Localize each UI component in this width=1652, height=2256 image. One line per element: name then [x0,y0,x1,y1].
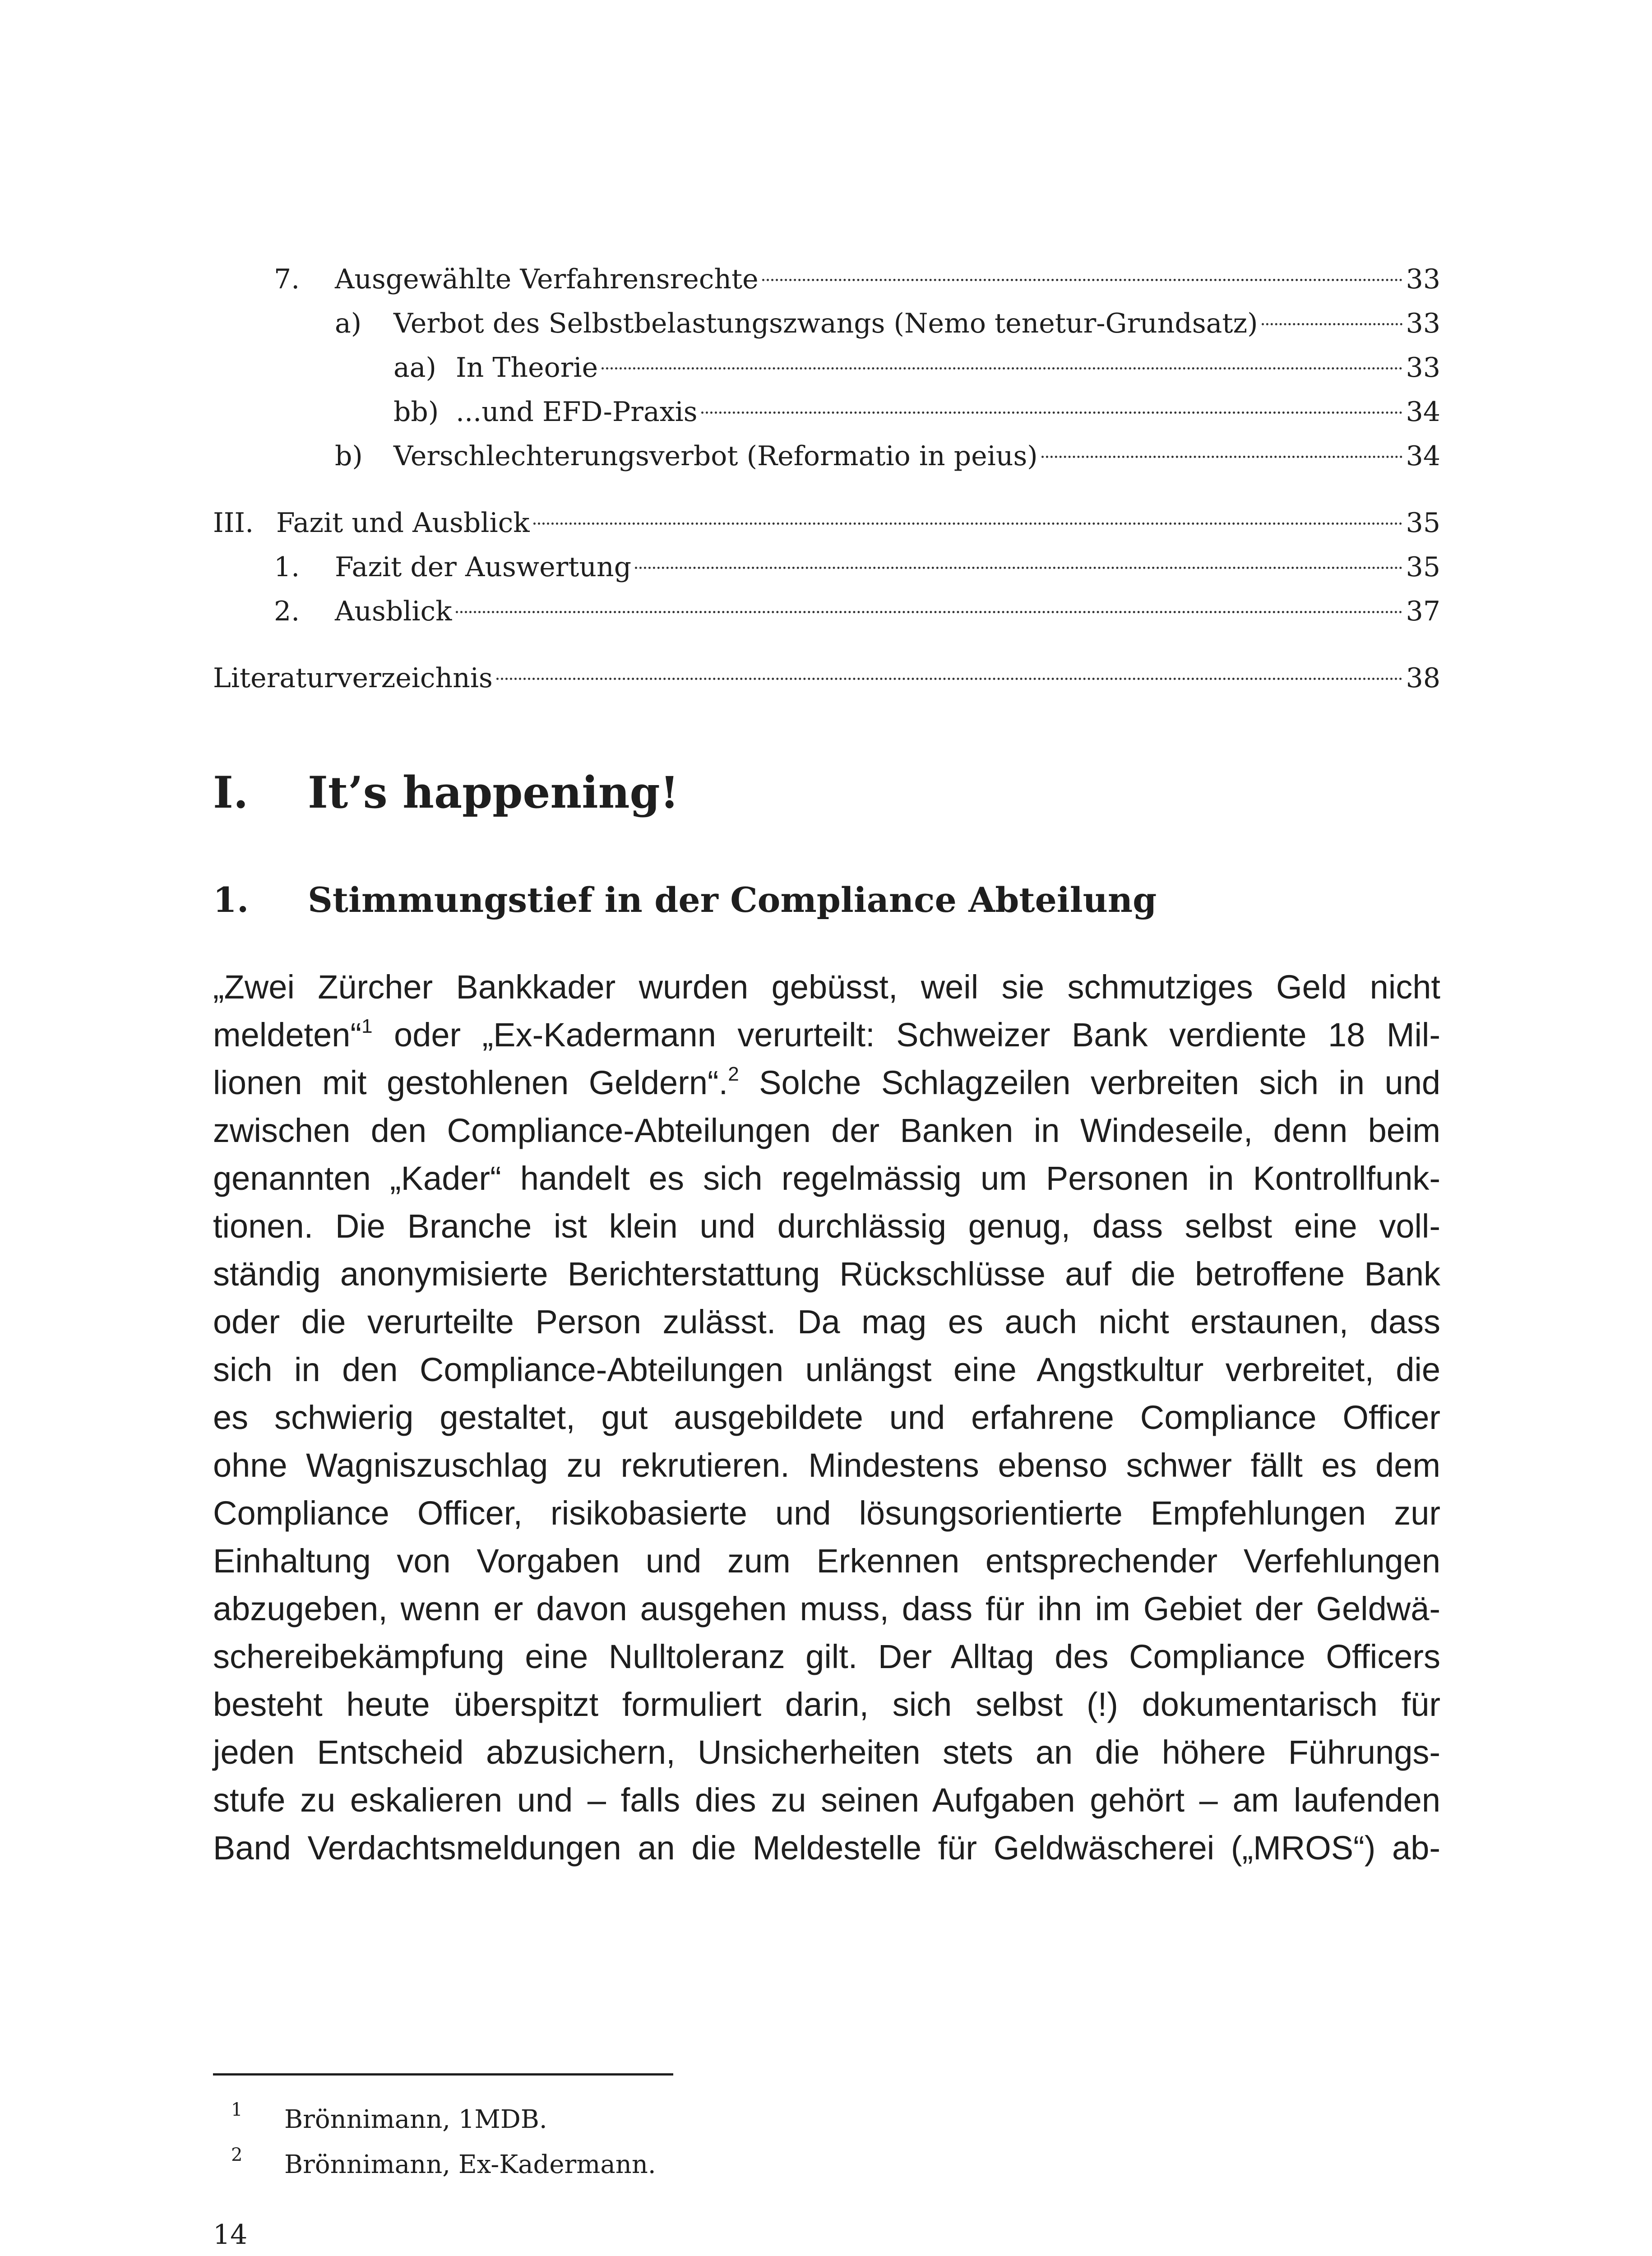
chapter-number: I. [213,767,249,818]
toc-entry-title: Verschlechterungsverbot (Reformatio in peius) [393,440,1038,472]
toc-leader-dots [1041,456,1402,458]
table-of-contents [213,257,1440,700]
toc-entry-page: 38 [1406,662,1440,694]
toc-entry-title: Ausgewählte Verfahrensrechte [335,264,759,295]
toc-entry[interactable] [213,390,1440,434]
toc-entry-page: 33 [1406,308,1440,339]
body-line: schereibekämpfung eine Nulltoleranz gilt. Der Alltag des Compliance Officers [213,1638,1440,1675]
toc-leader-dots [496,678,1402,680]
body-line: ohne Wagniszuschlag zu rekrutieren. Mindestens ebenso schwer fällt es dem [213,1447,1440,1484]
toc-entry-number: 2. [274,596,300,627]
chapter-heading [213,767,679,818]
body-paragraph [213,963,1440,1872]
toc-entry-title: Fazit der Auswertung [335,551,632,583]
toc-entry-page: 33 [1406,264,1440,295]
body-line: stufe zu eskalieren und – falls dies zu seinen Aufgaben gehört – am laufenden [213,1781,1440,1819]
body-line: abzugeben, wenn er davon ausgehen muss, dass für ihn im Gebiet der Geldwä- [213,1590,1440,1627]
chapter-title: It’s happening! [308,767,679,818]
toc-leader-dots [456,611,1402,613]
body-line: besteht heute überspitzt formuliert darin, sich selbst (!) dokumentarisch für [213,1686,1440,1723]
toc-leader-dots [1262,323,1402,325]
toc-leader-dots [602,367,1402,370]
toc-entry-title: Verbot des Selbstbelastungszwangs (Nemo tenetur-Grundsatz) [393,308,1258,339]
page-number: 14 [213,2219,248,2251]
footnote-text: Brönnimann, Ex-Kadermann. [284,2150,656,2179]
footnote-reference[interactable]: 1 [361,1015,373,1037]
toc-leader-dots [701,411,1402,414]
footnote-reference[interactable]: 2 [728,1063,739,1085]
body-line: es schwierig gestaltet, gut ausgebildete und erfahrene Compliance Officer [213,1399,1440,1436]
toc-entry-page: 35 [1406,551,1440,583]
footnote-divider [213,2073,673,2076]
body-line: zwischen den Compliance-Abteilungen der Banken in Windeseile, denn beim [213,1112,1440,1149]
body-line: sich in den Compliance-Abteilungen unlängst eine Angstkultur verbreitet, die [213,1351,1440,1388]
toc-entry[interactable] [213,501,1440,545]
toc-entry-page: 33 [1406,352,1440,384]
body-line: Einhaltung von Vorgaben und zum Erkennen entsprechender Verfehlungen [213,1542,1440,1580]
toc-entry-title: In Theorie [456,352,598,384]
body-line: „Zwei Zürcher Bankkader wurden gebüsst, weil sie schmutziges Geld nicht [213,968,1440,1006]
body-line: jeden Entscheid abzusichern, Unsicherheiten stets an die höhere Führungs- [213,1734,1440,1771]
toc-entry-number: 1. [274,551,300,583]
toc-entry-page: 34 [1406,396,1440,428]
toc-entry-page: 37 [1406,596,1440,627]
toc-entry-number: b) [335,440,363,472]
toc-entry[interactable] [213,434,1440,478]
toc-leader-dots [635,567,1402,569]
section-title: Stimmungstief in der Compliance Abteilung [308,880,1157,920]
section-heading [213,880,1157,920]
toc-entry-number: 7. [274,264,300,295]
toc-entry-title: Fazit und Ausblick [276,507,530,539]
toc-entry-title: Ausblick [335,596,452,627]
body-line: ständig anonymisierte Berichterstattung Rückschlüsse auf die betroffene Bank [213,1255,1440,1293]
toc-entry[interactable] [213,257,1440,301]
toc-entry-number: III. [213,507,254,539]
toc-entry-number: a) [335,308,362,339]
toc-entry-title: ...und EFD-Praxis [456,396,698,428]
body-line: genannten „Kader“ handelt es sich regelmässig um Personen in Kontrollfunk- [213,1160,1440,1197]
toc-entry-page: 34 [1406,440,1440,472]
footnote-1 [213,2099,547,2134]
toc-entry[interactable] [213,589,1440,633]
body-line: Compliance Officer, risikobasierte und lösungsorientierte Empfehlungen zur [213,1494,1440,1532]
toc-entry[interactable] [213,346,1440,390]
section-number: 1. [213,880,249,920]
toc-entry[interactable] [213,656,1440,700]
footnote-2 [213,2145,656,2179]
toc-leader-dots [533,522,1402,525]
toc-entry[interactable] [213,545,1440,589]
toc-entry-number: bb) [393,396,439,428]
toc-entry-number: aa) [393,352,436,384]
toc-entry-title: Literaturverzeichnis [213,662,493,694]
body-line: lionen mit gestohlenen Geldern“.$^2$ Solche Schlagzeilen verbreiten sich in und [213,1063,1441,1101]
toc-leader-dots [762,279,1402,281]
body-line: Band Verdachtsmeldungen an die Meldestelle für Geldwäscherei („MROS“) ab- [213,1829,1440,1867]
footnote-number: 1 [231,2099,243,2120]
body-line: tionen. Die Branche ist klein und durchlässig genug, dass selbst eine voll- [213,1207,1440,1245]
footnote-number: 2 [231,2145,243,2165]
toc-entry-page: 35 [1406,507,1440,539]
toc-entry[interactable] [213,301,1440,346]
body-line: oder die verurteilte Person zulässt. Da mag es auch nicht erstaunen, dass [213,1303,1440,1341]
footnote-text: Brönnimann, 1MDB. [284,2105,547,2134]
body-line: meldeten“$^1$ oder „Ex-Kadermann verurteilt: Schweizer Bank verdiente 18 Mil- [213,1015,1440,1054]
